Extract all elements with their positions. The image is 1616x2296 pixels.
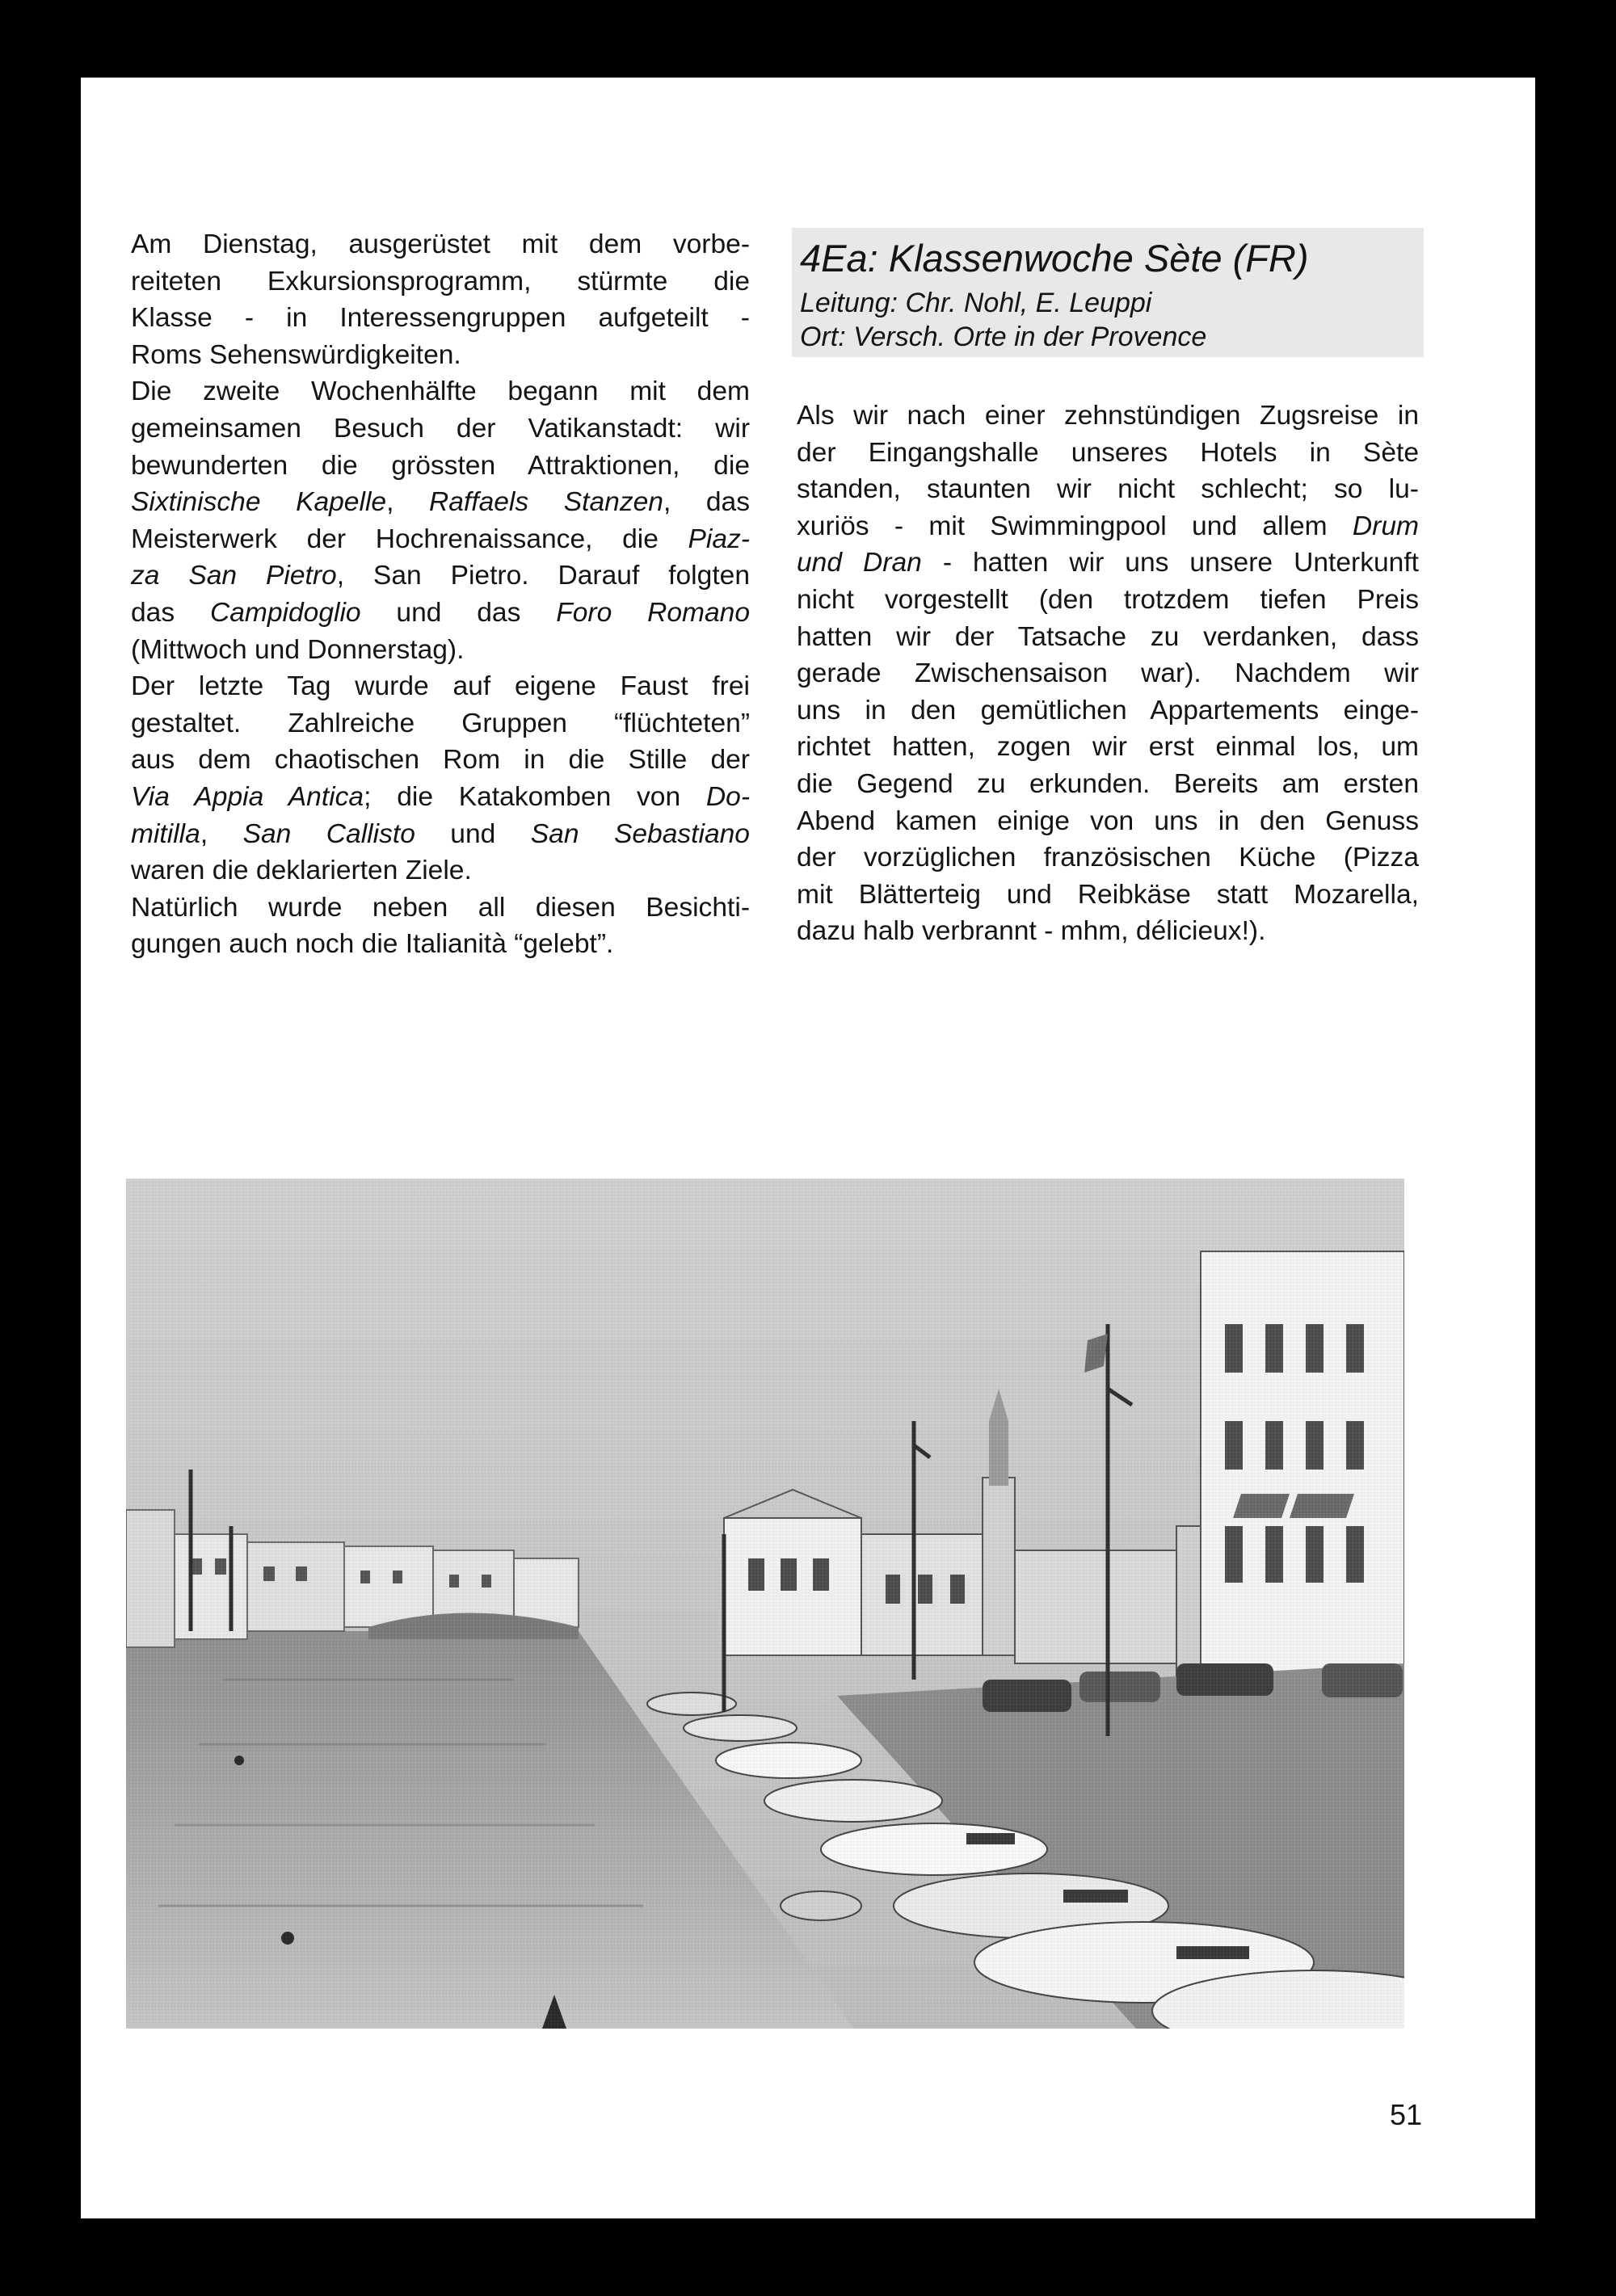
text-line: Die zweite Wochenhälfte begann mit dem	[131, 376, 750, 407]
text-line: Der letzte Tag wurde auf eigene Faust frei	[131, 671, 750, 702]
text-line: Klasse - in Interessengruppen aufgeteilt -	[131, 303, 750, 334]
text-line: Abend kamen einige von uns in den Genuss	[797, 805, 1419, 836]
text-line: aus dem chaotischen Rom in die Stille der	[131, 745, 750, 776]
italic-term: und Dran	[797, 548, 922, 578]
text-line: das Campidoglio und das Foro Romano	[131, 597, 750, 628]
text-line: xuriös - mit Swimmingpool und allem Drum	[797, 511, 1419, 541]
text-line: (Mittwoch und Donnerstag).	[131, 634, 465, 665]
text-line: nicht vorgestellt (den trotzdem tiefen Preis	[797, 584, 1419, 615]
text-line: gestaltet. Zahlreiche Gruppen “flüchteten”	[131, 708, 750, 738]
text-line: gerade Zwischensaison war). Nachdem wir	[797, 658, 1419, 689]
article-title: 4Ea: Klassenwoche Sète (FR)	[800, 237, 1309, 280]
italic-term: mitilla	[131, 818, 200, 849]
text-line: mit Blätterteig und Reibkäse statt Mozarella,	[797, 879, 1419, 910]
text-line: Sixtinische Kapelle, Raffaels Stanzen, das	[131, 487, 751, 518]
text-line: Als wir nach einer zehnstündigen Zugsreise in	[797, 401, 1419, 431]
text-line: reiteten Exkursionsprogramm, stürmte die	[131, 266, 750, 296]
text-line: Via Appia Antica; die Katakomben von Do-	[131, 781, 750, 812]
text-line: hatten wir der Tatsache zu verdanken, dass	[797, 621, 1419, 652]
italic-term: San Sebastiano	[530, 818, 750, 849]
text-line: Am Dienstag, ausgerüstet mit dem vorbe-	[131, 229, 750, 259]
left-column-text	[131, 226, 750, 963]
page	[81, 78, 1535, 2218]
text-line: die Gegend zu erkunden. Bereits am ersten	[797, 768, 1419, 799]
italic-term: Do-	[705, 781, 750, 812]
text-line: bewunderten die grössten Attraktionen, die	[131, 450, 750, 481]
italic-term: Via Appia Antica	[131, 781, 364, 812]
article-leitung: Leitung: Chr. Nohl, E. Leuppi	[800, 288, 1152, 318]
text-line: waren die deklarierten Ziele.	[131, 856, 472, 886]
italic-term: San Callisto	[242, 818, 415, 849]
text-line: standen, staunten wir nicht schlecht; so lu-	[797, 474, 1419, 505]
text-line: uns in den gemütlichen Appartements einge-	[797, 695, 1419, 725]
article-heading	[792, 228, 1424, 357]
text-line: richtet hatten, zogen wir erst einmal los, um	[797, 732, 1419, 763]
text-line: za San Pietro, San Pietro. Darauf folgten	[131, 561, 750, 591]
italic-term: Sixtinische Kapelle	[131, 487, 387, 518]
italic-term: Piaz-	[688, 524, 750, 554]
text-line: Meisterwerk der Hochrenaissance, die Piaz-	[131, 524, 750, 554]
text-line: gungen auch noch die Italianità “gelebt”.	[131, 929, 614, 960]
italic-term: Foro Romano	[556, 597, 750, 628]
text-line: Natürlich wurde neben all diesen Besichti-	[131, 892, 750, 923]
article-ort: Ort: Versch. Orte in der Provence	[800, 322, 1207, 352]
italic-term: Drum	[1352, 511, 1419, 541]
text-line: dazu halb verbrannt - mhm, délicieux!).	[797, 916, 1266, 947]
page-number: 51	[1389, 2098, 1422, 2131]
text-line: mitilla, San Callisto und San Sebastiano	[131, 818, 750, 849]
canal-photo	[126, 1179, 1404, 2029]
italic-term: Campidoglio	[209, 597, 361, 628]
text-line: der Eingangshalle unseres Hotels in Sète	[797, 437, 1419, 468]
text-line: gemeinsamen Besuch der Vatikanstadt: wir	[131, 413, 750, 444]
italic-term: Raffaels Stanzen	[429, 487, 663, 518]
right-column-text	[797, 397, 1419, 950]
text-line: Roms Sehenswürdigkeiten.	[131, 339, 461, 370]
text-line: der vorzüglichen französischen Küche (Pizza	[797, 843, 1419, 873]
italic-term: za San Pietro	[131, 561, 337, 591]
text-line: und Dran - hatten wir uns unsere Unterkunft	[797, 548, 1419, 578]
